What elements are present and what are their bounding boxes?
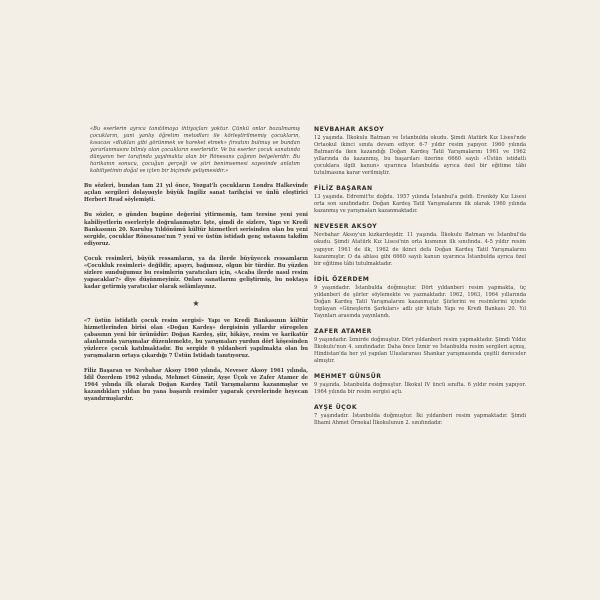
artist-name: AYŞE ÜÇOK xyxy=(314,404,358,412)
paragraph-exhibition: Bu sözler, o günden bugüne değerini yitirmemiş, tam tersine yeni yeni kabiliyetlerin eserleriyle doğrulanmıştır. İşte, şimdi de sizlere, Yapı ve Kredi Bankasının 20. Kuruluş Yıldönümü kültür hizmetleri serisinden olan bu yeni sergide, çocuklar Rönesansı'nın 7 yeni ve üstün istidadı genç ustasını takdim ediyoruz. xyxy=(84,212,308,247)
left-column xyxy=(84,126,308,411)
paragraph-intro: Bu sözleri, bundan tam 21 yıl önce, Yozgat'lı çocukların Londra Halkevinde açılan sergileri dolayısıyle büyük İngiliz sanat tarihçisi ve ünlü eleştirici Herbert Read söylemişti. xyxy=(84,183,308,204)
artist-name: MEHMET GÜNSÜR xyxy=(314,373,382,381)
paragraph-dogan-kardes: «7 üstün istidatlı çocuk resim sergisi» Yapı ve Kredi Bankasının kültür hizmetlerinden birisi olan «Doğan Kardeş» dergisinin yıllardır süregelen çabasının yeni bir ürünüdür: Doğan Kardeş, şiir, hikâye, resim ve karikatür alanlarında yarışmalar düzenlemekte, bu yarışmaları yurdun dört köşesinden yüzlerce çocuk katılmaktadır. Bu sergide 6 yıldanberi yapılmakta olan bu yarışmaların ortaya çıkardığı 7 Üstün İstidadı tanıtıyoruz. xyxy=(84,317,308,360)
herbert-read-quote: «Bu eserlerin ayrıca tanıtılmaya ihtiyaçları yoktur. Çünkü onlar bozulmamış çocukların, yani yanlış öğretim metodları ile körleştirilmemiş çocukların, kısacası «dluklan gibi görünmek ve hareket etmek» fırsatını bulmuş ve bundan yararlanmasını bilmiş olan çocukların eserleridir. Ve bu eserler çocuk sanatında dünyanın her tarafında yayılmakta olan bir Rönesans çağının belgeleridir. Bu harikanın sonucu, çocuğun gerçeği ve şiiri benimsemesi sayesinde anlatım kabiliyetinin doğal ve içten bir biçimde gelişmesidir.» xyxy=(90,126,300,175)
artist-entry xyxy=(314,185,526,215)
artist-name: ZAFER ATAMER xyxy=(314,327,372,335)
artist-bio: 12 yaşında. İlkokulu Batman ve İstanbulda okudu. Şimdi Atatürk Kız Lisesi'nde Ortaokul ikinci sınıfa devam ediyor. 6-7 yıldır resim yapıyor. 1960 yılında Batman'da iken kazandığı Doğan Kardeş Tatil Yarışmalarını 1961 ve 1962 yıllarında da kazanmış, bu başarıları üzerine 6660 sayılı «Üstün istidatlı çocuklara ilgili kanun» uyarınca İstanbulda ayrıca özel bir eğitime tâbi tutulmasına karar verilmiştir. xyxy=(314,135,526,177)
artist-bio: 9 yaşındadır. İstanbulda doğmuştur. Dört yıldanberi resim yapmakta, üç yıldanberi de şiirler söylemekte ve yazmaktadır. 1962, 1963, 1964 yıllarında Doğan Kardeş Tatil Yarışmalarını kazanmıştır. Şiirlerini ve resimlerini içinde toplayan «Güneşlerin Şarkıları» adlı şiir kitabı Yapı ve Kredi Bankası 20. Yıl Yayınları arasında yayınlandı. xyxy=(314,284,526,319)
artist-bio: 13 yaşında. Edremit'te doğdu. 1957 yılında İstanbul'a geldi. Erenköy Kız Lisesi orta son sınıfındadır. Doğan Kardeş Tatil Yarışmalarını ilk olarak 1960 yılında kazanmış ve yarışmaları kazanmaktadır. xyxy=(314,194,526,215)
artist-entry xyxy=(314,276,526,320)
artist-entry xyxy=(314,404,526,427)
paragraph-children-art: Çocuk resimleri, büyük ressamların, ya da ilerde büyüyecek ressamların «Çocukluk resimleri» değildir, apayrı, bağımsız, olgun bir türdür. Bu yüzden sizlere sunduğumuz bu resimlerin yaratıcıları için, «Acaba ilerde nasıl resim yapacaklar?» diye düşünmeyiniz. Onları sanatlarını geliştirmiş, bu noktaya kadar getirmiş yaratıcılar olarak selâmlayınız. xyxy=(84,255,308,290)
right-column xyxy=(314,126,526,435)
artist-name: NEVESER AKSOY xyxy=(314,223,378,231)
artist-entry xyxy=(314,223,526,267)
star-divider: ★ xyxy=(192,298,200,308)
artist-entry xyxy=(314,373,526,396)
paragraph-winners: Filiz Başaran ve Nevbahar Aksoy 1960 yılında, Neveser Aksoy 1961 yılında, İdil Özerdem 1962 yılında, Mehmet Günsür, Ayşe Üçok ve Zafer Atamer de 1964 yılında ilk olarak Doğan Kardeş Tatil Yarışmalarını kazanmışlar ve kazandıkları yıldan bu yana başarılı resimler yaparak çevrelerinde heyecan uyandırmışlardır. xyxy=(84,368,308,403)
artist-bio: Nevbahar Aksoy'un kızkardeşidir. 11 yaşında. İlkokulu Batman ve İstanbul'da okudu. Şimdi Atatürk Kız Lisesi'nin orta kısmının ilk sınıfında. 4-5 yıldır resim yapıyor. 1961 de ilk, 1962 de ikinci defa Doğan Kardeş Tatil Yarışmalarını kazanmıştır. O da ablası gibi 6660 sayılı kanun uyarınca İstanbulda ayrıca özel bir eğitime tâbi tutulmaktadır. xyxy=(314,232,526,267)
artist-entry xyxy=(314,126,526,177)
artist-bio: 9 yaşındadır. İzmirde doğmuştur. Dört yıldanberi resim yapmaktadır. Şimdi Yıldız İlkokulu'nun 4. sınıfındadır. Daha önce İzmir ve İstanbulda resim sergileri açmış, Hindistan'da her yıl yapılan Uluslararası Shankar yarışmasında çeşitli dereceler almıştır. xyxy=(314,336,526,365)
artist-entry xyxy=(314,328,526,365)
artist-bio: 9 yaşında. İstanbulda doğmuştur. İlkokul IV üncü sınıfta. 6 yıldır resim yapıyor. 1964 yılında bir resim sergisi açtı. xyxy=(314,382,526,396)
artist-bio: 7 yaşındadır. İstanbulda doğmuştur. İki yıldanberi resim yapmaktadır. Şimdi İlhami Ahmet Örnekal İlkokulunun 2. sınıfındadır. xyxy=(314,413,526,427)
artist-name: İDİL ÖZERDEM xyxy=(314,275,370,283)
artist-name: NEVBAHAR AKSOY xyxy=(314,126,385,133)
artist-name: FİLİZ BAŞARAN xyxy=(314,185,373,193)
